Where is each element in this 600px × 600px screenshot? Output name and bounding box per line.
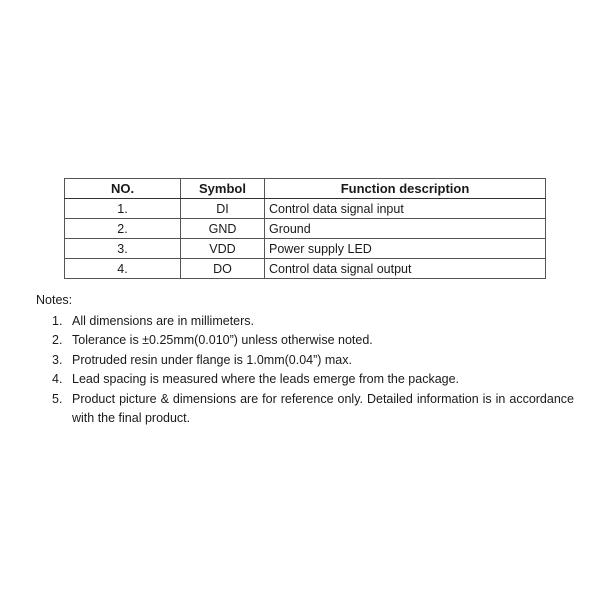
note-text: Tolerance is ±0.25mm(0.010”) unless otherwise noted. [72, 333, 373, 347]
pin-number: 1. [65, 199, 181, 219]
pin-function: Control data signal output [265, 259, 546, 279]
note-text: Product picture & dimensions are for reference only. Detailed information is in accordance with the final product. [72, 391, 574, 425]
note-number: 2. [52, 333, 63, 347]
note-text: Protruded resin under flange is 1.0mm(0.04”) max. [72, 352, 352, 367]
note-number: 1. [52, 313, 63, 328]
note-item [36, 390, 574, 429]
pin-symbol: DI [181, 199, 265, 219]
table-row [65, 219, 546, 239]
header-function: Function description [265, 179, 546, 199]
note-number: 4. [52, 372, 63, 386]
pin-function: Control data signal input [265, 199, 546, 219]
note-item [36, 370, 574, 390]
table-header-row [65, 179, 546, 199]
note-text: All dimensions are in millimeters. [72, 313, 255, 328]
table-row [65, 259, 546, 279]
pin-number: 3. [65, 239, 181, 259]
note-number: 3. [52, 352, 63, 367]
notes-section [36, 291, 574, 429]
notes-list [36, 312, 574, 429]
pin-function: Power supply LED [265, 239, 546, 259]
note-number: 5. [52, 391, 63, 406]
note-item [36, 351, 574, 371]
table-row [65, 199, 546, 219]
header-no: NO. [65, 179, 181, 199]
header-symbol: Symbol [181, 179, 265, 199]
pin-number: 4. [65, 259, 181, 279]
note-text: Lead spacing is measured where the leads emerge from the package. [72, 372, 460, 386]
note-item [36, 331, 574, 351]
pin-symbol: DO [181, 259, 265, 279]
pin-symbol: GND [181, 219, 265, 239]
pin-symbol: VDD [181, 239, 265, 259]
pin-function-table [64, 178, 546, 279]
pin-number: 2. [65, 219, 181, 239]
pin-function: Ground [265, 219, 546, 239]
table-row [65, 239, 546, 259]
note-item [36, 312, 574, 332]
notes-heading: Notes: [36, 293, 73, 307]
